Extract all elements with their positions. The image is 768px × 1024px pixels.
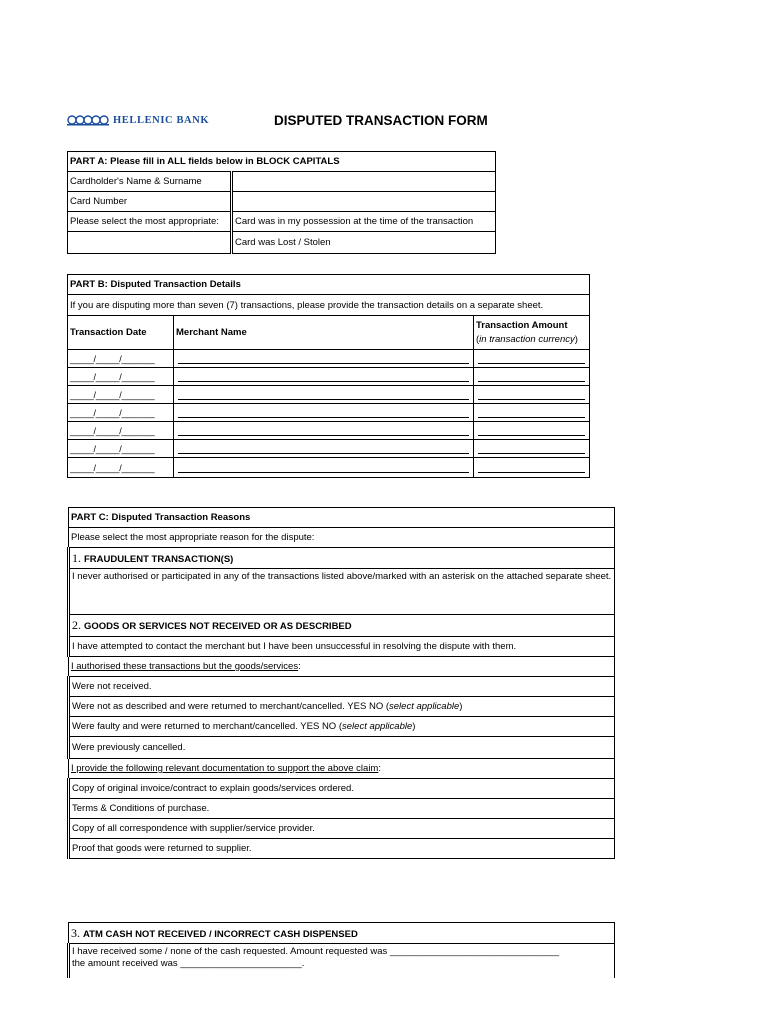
doc-correspondence[interactable]: Copy of all correspondence with supplier/service provider. bbox=[69, 819, 615, 839]
part-a-heading: PART A: Please fill in ALL fields below in BLOCK CAPITALS bbox=[68, 152, 496, 172]
date-field-1[interactable]: _____/_____/_______ bbox=[68, 350, 174, 368]
reason-3-line-2: the amount received was _______________________. bbox=[72, 958, 305, 969]
name-label: Cardholder's Name & Surname bbox=[68, 172, 232, 192]
reason-3-heading[interactable] bbox=[69, 923, 615, 944]
reason-3-table bbox=[67, 922, 615, 978]
amount-field-1[interactable] bbox=[474, 350, 590, 368]
merchant-field-4[interactable] bbox=[174, 404, 474, 422]
date-field-2[interactable]: _____/_____/_______ bbox=[68, 368, 174, 386]
form-title: DISPUTED TRANSACTION FORM bbox=[274, 113, 488, 128]
bank-logo-icon bbox=[67, 114, 109, 126]
reason-3-line-1: I have received some / none of the cash requested. Amount requested was ________________________________ bbox=[72, 946, 559, 957]
bank-logo bbox=[67, 113, 209, 127]
option-not-described[interactable]: Were not as described and were returned to merchant/cancelled. YES NO (select applicable) bbox=[69, 697, 615, 717]
reason-1-title: FRAUDULENT TRANSACTION(S) bbox=[84, 553, 234, 565]
name-field[interactable] bbox=[232, 172, 496, 192]
merchant-field-5[interactable] bbox=[174, 422, 474, 440]
merchant-field-7[interactable] bbox=[174, 458, 474, 478]
reason-2-authorised-text: I authorised these transactions but the goods/services bbox=[71, 661, 299, 672]
amount-field-3[interactable] bbox=[474, 386, 590, 404]
bank-name: HELLENIC BANK bbox=[113, 114, 210, 126]
part-b-heading: PART B: Disputed Transaction Details bbox=[68, 275, 590, 295]
reason-3-text[interactable] bbox=[69, 944, 615, 978]
col-merchant-name: Merchant Name bbox=[174, 316, 474, 350]
col-amount-title: Transaction Amount bbox=[476, 319, 568, 331]
reason-3-title: ATM CASH NOT RECEIVED / INCORRECT CASH DISPENSED bbox=[83, 928, 358, 940]
amount-field-2[interactable] bbox=[474, 368, 590, 386]
option-previously-cancelled[interactable]: Were previously cancelled. bbox=[69, 737, 615, 759]
reason-3-number: 3. bbox=[71, 925, 80, 940]
part-b-note: If you are disputing more than seven (7) transactions, please provide the transaction details on a separate sheet. bbox=[68, 295, 590, 316]
part-c-table bbox=[67, 507, 615, 859]
card-number-field[interactable] bbox=[232, 192, 496, 212]
amount-field-5[interactable] bbox=[474, 422, 590, 440]
option-not-received[interactable]: Were not received. bbox=[69, 677, 615, 697]
doc-terms[interactable]: Terms & Conditions of purchase. bbox=[69, 799, 615, 819]
part-b-table bbox=[67, 274, 590, 478]
doc-invoice[interactable]: Copy of original invoice/contract to explain goods/services ordered. bbox=[69, 779, 615, 799]
merchant-field-6[interactable] bbox=[174, 440, 474, 458]
reason-2-title: GOODS OR SERVICES NOT RECEIVED OR AS DESCRIBED bbox=[84, 621, 352, 632]
reason-2-heading[interactable] bbox=[69, 615, 615, 637]
card-number-label: Card Number bbox=[68, 192, 232, 212]
amount-field-4[interactable] bbox=[474, 404, 590, 422]
date-field-5[interactable]: _____/_____/_______ bbox=[68, 422, 174, 440]
blank-cell bbox=[68, 232, 232, 254]
faulty-text: Were faulty and were returned to merchant/cancelled. YES NO ( bbox=[72, 721, 343, 732]
merchant-field-1[interactable] bbox=[174, 350, 474, 368]
date-field-4[interactable]: _____/_____/_______ bbox=[68, 404, 174, 422]
faulty-select-applicable: select applicable bbox=[342, 721, 413, 732]
not-described-select-applicable: select applicable bbox=[389, 701, 460, 712]
option-card-lost-stolen[interactable]: Card was Lost / Stolen bbox=[232, 232, 496, 254]
date-field-7[interactable]: _____/_____/_______ bbox=[68, 458, 174, 478]
date-field-3[interactable]: _____/_____/_______ bbox=[68, 386, 174, 404]
reason-2-contact[interactable]: I have attempted to contact the merchant but I have been unsuccessful in resolving the dispute with them. bbox=[69, 637, 615, 657]
amount-field-7[interactable] bbox=[474, 458, 590, 478]
reason-1-heading[interactable] bbox=[69, 548, 615, 569]
col-transaction-amount: Transaction Amount (in transaction currency) bbox=[474, 316, 590, 350]
documentation-heading-text: I provide the following relevant documentation to support the above claim bbox=[71, 763, 379, 774]
amount-field-6[interactable] bbox=[474, 440, 590, 458]
part-a-table bbox=[67, 151, 496, 254]
option-card-in-possession[interactable]: Card was in my possession at the time of the transaction bbox=[232, 212, 496, 232]
doc-proof-returned[interactable]: Proof that goods were returned to supplier. bbox=[69, 839, 615, 859]
reason-2-authorised: I authorised these transactions but the goods/services: bbox=[69, 657, 615, 677]
reason-1-text[interactable]: I never authorised or participated in any of the transactions listed above/marked with an asterisk on the attached separate sheet. bbox=[69, 569, 615, 615]
merchant-field-3[interactable] bbox=[174, 386, 474, 404]
select-label: Please select the most appropriate: bbox=[68, 212, 232, 232]
col-amount-sub: in transaction currency bbox=[479, 333, 575, 345]
documentation-heading: I provide the following relevant documentation to support the above claim: bbox=[69, 759, 615, 779]
date-field-6[interactable]: _____/_____/_______ bbox=[68, 440, 174, 458]
merchant-field-2[interactable] bbox=[174, 368, 474, 386]
not-described-text: Were not as described and were returned to merchant/cancelled. YES NO ( bbox=[72, 701, 390, 712]
reason-1-number: 1. bbox=[72, 550, 81, 565]
part-c-instruction: Please select the most appropriate reason for the dispute: bbox=[69, 528, 615, 548]
reason-2-number: 2. bbox=[72, 618, 81, 632]
part-c-heading: PART C: Disputed Transaction Reasons bbox=[69, 508, 615, 528]
option-faulty[interactable]: Were faulty and were returned to merchant/cancelled. YES NO (select applicable) bbox=[69, 717, 615, 737]
col-transaction-date: Transaction Date bbox=[68, 316, 174, 350]
